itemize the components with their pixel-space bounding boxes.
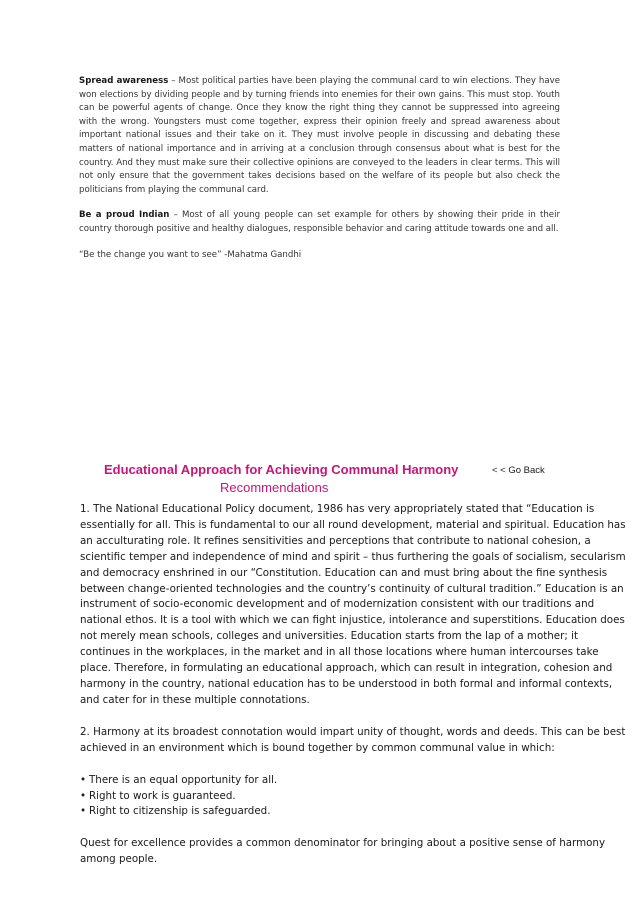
list-item — [80, 773, 628, 789]
harmony-conditions-list — [80, 773, 628, 821]
proud-indian-text: – Most of all young people can set example for others by showing their pride in their country thorough positive and healthy dialogues, responsible behavior and caring attitude towards one and all. — [79, 210, 560, 234]
list-item-text: There is an equal opportunity for all. — [89, 773, 278, 786]
proud-indian-paragraph — [79, 209, 560, 236]
list-item-text: Right to citizenship is safeguarded. — [89, 805, 271, 818]
proud-indian-heading: Be a proud Indian — [79, 210, 170, 221]
list-item-text: Right to work is guaranteed. — [89, 789, 236, 802]
recommendation-1: 1. The National Educational Policy document, 1986 has very appropriately stated that “Education is essentially for all. This is fundamental to our all round development, material and spiritual. Education has an acculturating role. It refines sensitivities and perceptions that contribute to national cohesion, a scientific temper and independence of mind and spirit – thus furthering the goals of socialism, secularism and democracy enshrined in our “Constitution. Education can and must bring about the fine synthesis between change-oriented technologies and the country’s continuity of cultural tradition.” Education is an instrument of socio-economic development and of modernization consistent with our traditions and national ethos. It is a tool with which we can fight injustice, intolerance and superstitions. Education does not merely mean schools, colleges and universities. Education starts from the lap of a mother; it continues in the workplaces, in the market and in all those locations where human intercourses take place. Therefore, in formulating an educational approach, which can result in integration, cohesion and harmony in the country, national education has to be understood in both formal and informal contexts, and cater for in these multiple connotations. — [80, 503, 626, 706]
bullet-icon: • — [80, 773, 87, 786]
excellence-paragraph: Quest for excellence provides a common denominator for bringing about a positive sense of harmony among people. — [80, 837, 606, 866]
recommendations-section — [80, 502, 628, 884]
bullet-icon: • — [80, 789, 87, 802]
recommendation-2: 2. Harmony at its broadest connotation would impart unity of thought, words and deeds. This can be best achieved in an environment which is bound together by common communal value in which: — [80, 725, 626, 754]
list-item — [80, 789, 628, 805]
spread-awareness-text: – Most political parties have been playing the communal card to win elections. They have won elections by dividing people and by turning friends into enemies for their own gains. This must stop. Youth can be powerful agents of change. Once they know the right thing they cannot be suppressed into agreeing with the wrong. Youngsters must come together, express their opinion freely and spread awareness about important national issues and their take on it. They must involve people in discussing and debating these matters of national importance and in arriving at a conclusion through consensus about what is best for the country. And they must make sure their collective opinions are conveyed to the leaders in clear terms. This will not only ensure that the government takes decisions based on the welfare of its people but also check the politicians from playing the communal card. — [79, 76, 560, 195]
go-back-link[interactable]: < < Go Back — [492, 465, 545, 476]
list-item — [80, 804, 628, 820]
bullet-icon: • — [80, 805, 87, 818]
page-title: Educational Approach for Achieving Communal Harmony — [104, 462, 459, 477]
spread-awareness-heading: Spread awareness — [79, 76, 169, 86]
page-subtitle: Recommendations — [220, 480, 329, 495]
awareness-section — [79, 75, 560, 274]
gandhi-quote: “Be the change you want to see” -Mahatma Gandhi — [79, 249, 302, 260]
spread-awareness-paragraph — [79, 75, 560, 197]
